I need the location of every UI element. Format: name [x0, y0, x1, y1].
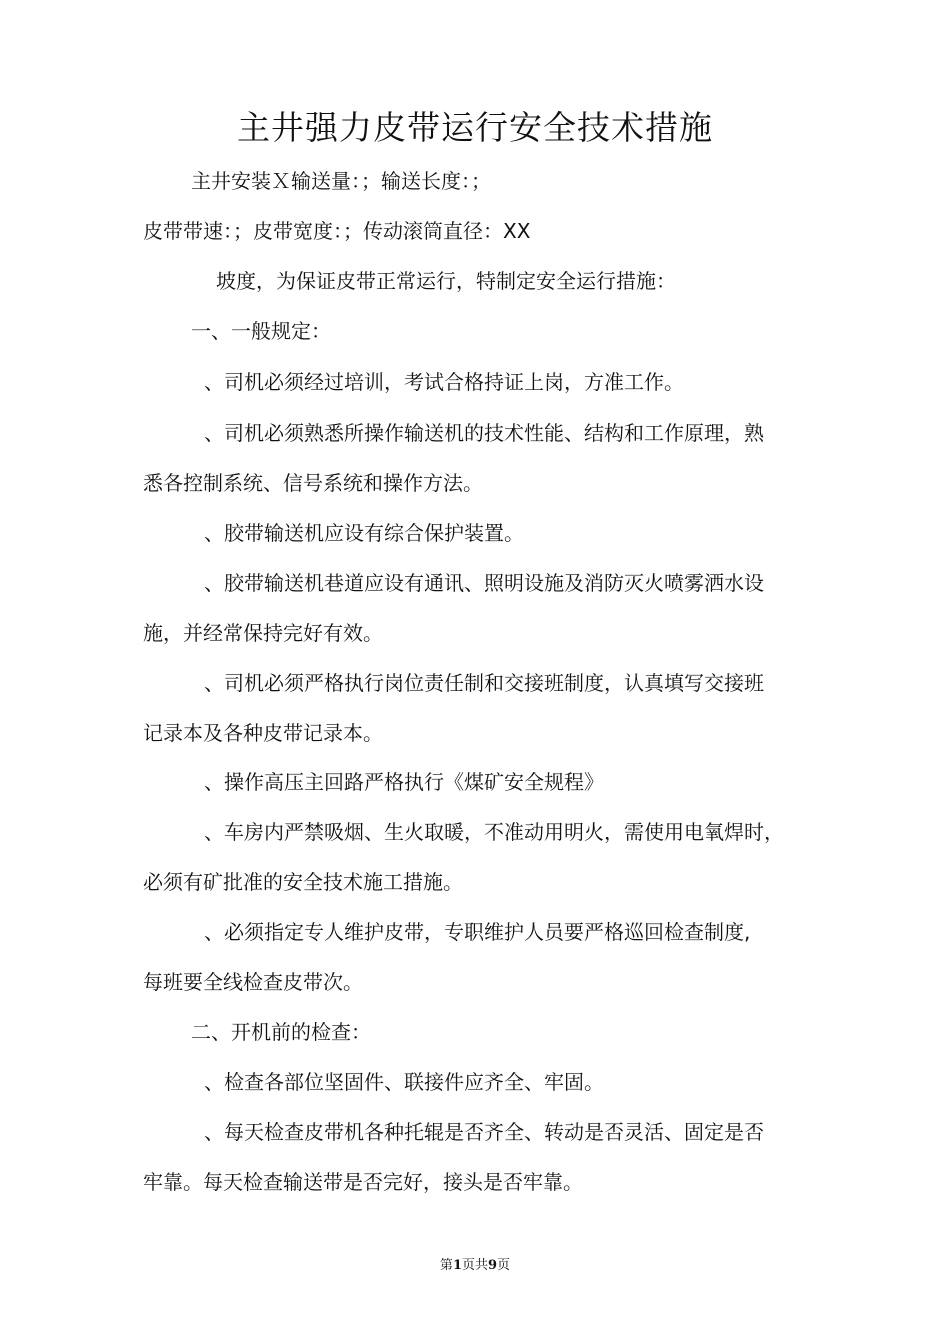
body-line: 主井安装Ｘ输送量：；输送长度：；: [191, 169, 491, 193]
body-line: 皮带带速：；皮带宽度：；传动滚筒直径：XX: [143, 219, 531, 243]
body-line: 必须有矿批准的安全技术施工措施。: [143, 870, 463, 894]
document-title: 主井强力皮带运行安全技术措施: [237, 108, 713, 147]
footer-total-pages: 9: [488, 1258, 498, 1273]
footer-suffix: 页: [497, 1258, 511, 1273]
footer-current-page: 1: [452, 1258, 462, 1273]
body-line: 、司机必须熟悉所操作输送机的技术性能、结构和工作原理，熟: [204, 421, 764, 445]
body-line: 、检查各部位坚固件、联接件应齐全、牢固。: [204, 1070, 604, 1094]
body-line: 、必须指定专人维护皮带，专职维护人员要严格巡回检查制度,: [204, 920, 751, 944]
page-footer: [0, 1257, 950, 1275]
body-line: 、每天检查皮带机各种托辊是否齐全、转动是否灵活、固定是否: [204, 1120, 764, 1144]
body-line: 、胶带输送机应设有综合保护装置。: [204, 521, 524, 545]
body-line: 牢靠。每天检查输送带是否完好，接头是否牢靠。: [143, 1170, 583, 1194]
footer-middle: 页共: [461, 1258, 488, 1273]
section-heading: 一、一般规定：: [191, 319, 331, 343]
body-line: 、司机必须经过培训，考试合格持证上岗，方准工作。: [204, 370, 684, 394]
body-line: 、胶带输送机巷道应设有通讯、照明设施及消防灭火喷雾洒水设: [204, 571, 764, 595]
body-line: 悉各控制系统、信号系统和操作方法。: [143, 471, 483, 495]
body-line: 施，并经常保持完好有效。: [143, 621, 383, 645]
body-line: 、司机必须严格执行岗位责任制和交接班制度，认真填写交接班: [204, 671, 764, 695]
body-line: 、操作高压主回路严格执行《煤矿安全规程》: [204, 770, 604, 794]
body-line: 每班要全线检查皮带次。: [143, 970, 363, 994]
body-line: 记录本及各种皮带记录本。: [143, 721, 383, 745]
footer-prefix: 第: [439, 1258, 453, 1273]
body-line: 、车房内严禁吸烟、生火取暖，不准动用明火，需使用电氧焊时，: [204, 820, 784, 844]
section-heading: 二、开机前的检查：: [191, 1020, 371, 1044]
body-line: 坡度，为保证皮带正常运行，特制定安全运行措施：: [216, 269, 676, 293]
